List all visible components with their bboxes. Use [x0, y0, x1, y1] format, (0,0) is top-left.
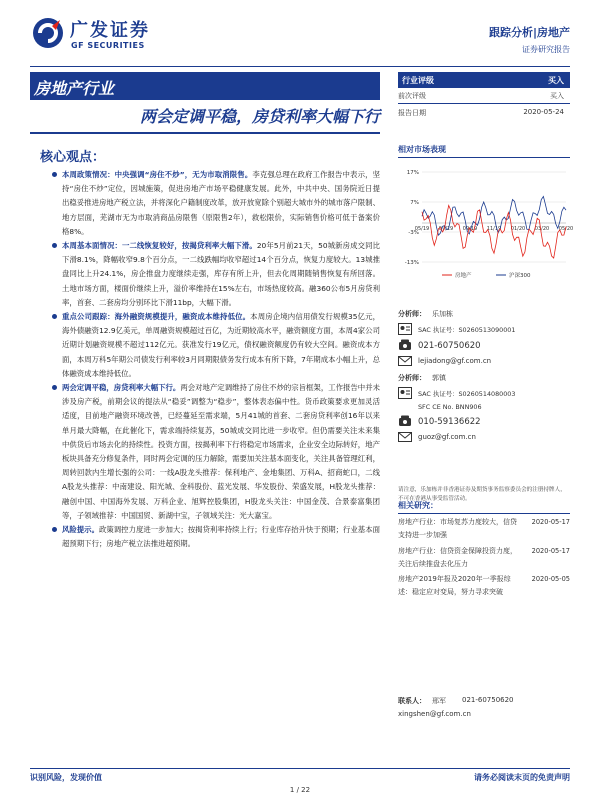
related-item-date: 2020-05-05 [531, 575, 570, 584]
rating-bar [398, 72, 570, 88]
bullet-icon [52, 172, 57, 177]
y-tick-label: -3% [408, 230, 419, 236]
phone-icon [398, 415, 412, 427]
paragraph-lead: 本周政策情况：中央强调“房住不炒”，无为市取消限售。 [62, 170, 253, 179]
contact-email[interactable]: xingshen@gf.com.cn [398, 710, 471, 718]
contact-label: 联系人： [398, 697, 426, 705]
paragraph-lead: 重点公司跟踪：海外融资规模提升，融资成本维持低位。 [62, 312, 251, 322]
core-viewpoints-heading: 核心观点： [40, 150, 106, 165]
x-tick-label: 11/19 [486, 226, 502, 232]
page-header [30, 14, 570, 64]
paragraph-lead: 本周基本面情况：一二线恢复较好，按揭贷利率大幅下滑。 [62, 241, 257, 251]
header-subtitle: 证券研究报告 [522, 45, 570, 54]
page-number: 1 / 22 [289, 786, 311, 794]
paragraph-lead: 风险提示。 [62, 525, 99, 535]
analyst-label: 分析师： [398, 374, 426, 382]
analyst-1-name-row [398, 306, 570, 322]
analyst-2-name-row [398, 370, 570, 386]
contact-name: 邢军 [432, 697, 446, 705]
contact-panel [398, 694, 570, 722]
header-divider [30, 66, 570, 67]
header-title: 跟踪分析|房地产 [488, 26, 570, 39]
analyst-2-cfce-row [398, 402, 570, 414]
analyst-cfce: SFC CE No. BNN906 [418, 403, 482, 411]
report-body [36, 168, 380, 551]
id-card-icon [398, 323, 412, 335]
prev-rating-row [398, 88, 570, 102]
paragraph-text: 20年5月前21天，50城新房成交同比下滑8.1%，降幅收窄9.8个百分点，一二线跌幅均收窄超过14个百分点，恢复力度较大。13城推盘同比上升24.1%，房企推盘力度继续走强，库存有所上升，但去化周期随销售恢复有所回落。土地市场方面，楼面价继续上升，溢价率维持在15%左右，市场热度较高。融360公布5月房贷利率，首套、二套房均分别环比下滑11bp，大幅下滑。 [62, 241, 380, 307]
analyst-name: 乐加栋 [432, 310, 453, 318]
analyst-sac: SAC 执证号：S0260513090001 [418, 326, 516, 334]
contact-row [398, 694, 570, 708]
x-tick-label: 05/20 [558, 226, 574, 232]
paragraph-fundamentals [36, 239, 380, 310]
related-research-list [398, 516, 570, 600]
related-item-text: 房地产行业：市场复苏力度较大，信贷支持进一步加强 [398, 518, 517, 540]
bullet-icon [52, 385, 57, 390]
x-tick-label: 01/20 [510, 226, 526, 232]
related-divider [398, 513, 570, 514]
related-item[interactable] [398, 516, 570, 543]
analyst-sac: SAC 执证号：S0260514080003 [418, 390, 516, 398]
gf-logo [30, 14, 180, 58]
y-tick-label: 17% [406, 170, 419, 176]
title-divider [30, 132, 380, 134]
analyst-1-sac-row [398, 322, 570, 338]
related-research-title: 相关研究： [398, 501, 438, 510]
paragraph-risk [36, 523, 380, 551]
x-tick-label: 09/19 [462, 226, 478, 232]
brand-name-en: GF SECURITIES [71, 41, 145, 50]
analyst-label: 分析师： [398, 310, 426, 318]
footer-disclaimer: 请务必阅读末页的免责声明 [474, 773, 570, 782]
rating-value: 买入 [548, 76, 564, 85]
bullet-icon [52, 243, 57, 248]
paragraph-text: 政策调控力度进一步加大；按揭贷利率持续上行；行业库存抬升快于预期；行业基本面超预期下行；房地产税立法推进超预期。 [62, 525, 380, 549]
performance-divider [398, 157, 570, 158]
analyst-phone: 010-59136622 [418, 417, 481, 427]
contact-email-row [398, 708, 570, 722]
analyst-phone: 021-60750620 [418, 341, 481, 351]
footer-divider [30, 768, 570, 769]
rating-panel [398, 72, 570, 119]
performance-title: 相对市场表现 [398, 145, 446, 154]
relative-performance-chart [398, 162, 574, 282]
analyst-2-email-row [398, 430, 570, 446]
report-title: 两会定调平稳，房贷利率大幅下行 [139, 107, 380, 126]
analyst-2-phone-row [398, 414, 570, 430]
y-tick-label: 7% [410, 200, 419, 206]
prev-rating-label: 前次评级 [398, 92, 426, 100]
x-tick-label: 03/20 [534, 226, 550, 232]
paragraph-lead: 两会定调平稳，房贷利率大幅下行。 [62, 383, 181, 393]
id-card-icon [398, 387, 412, 399]
analyst-name: 郭镇 [432, 374, 446, 382]
analyst-email[interactable]: lejiadong@gf.com.cn [418, 357, 492, 365]
email-icon [398, 431, 412, 443]
report-date-label: 报告日期 [398, 109, 426, 117]
bullet-icon [52, 527, 57, 532]
related-item[interactable] [398, 573, 570, 600]
analyst-panel [398, 306, 570, 446]
paragraph-text: 本周房企境内信用债发行规模35亿元，海外债融资12.9亿美元，单周融资规模超过百亿，为近期较高水平，融资额度方面，本周4家公司近期计划融资规模不超过112亿元。获准发行19亿元，债权融资额度仍有较大空间。融资成本方面，本周万科5年期公司债发行利率较3月同期限债务发行成本有所下降，7年期成本小幅上升，总体融资成本维持低位。 [62, 312, 380, 378]
analyst-2-sac-row [398, 386, 570, 402]
paragraph-text: 两会对地产定调维持了房住不炒的宗旨框架，工作报告中并未涉及房产税，前期会议的提法从“稳妥”调整为“稳步”，整体表态偏中性。货币政策要求更加灵活适度，目前地产融资环境改善，已经蔓延至需求端，5月41城的首套、二套房贷利率创16年以来单月最大降幅，在此催化下，需求端持续复苏，50城成交同比进一步收窄。但仍需要关注未来集中供货后市场去化的持续性。投资方面，按揭利率下行将稳定市场需求，企业安全边际转好，地产板块具备充分修复条件，同时两会定调的压力解除，需要加关注基本面变化，关注具备管理红利，周转回款内生增长强的公司：一线A股龙头推荐：保利地产、金地集团、万科A、招商蛇口，二线A股龙头推荐：中南建设、阳光城、金科股份、蓝光发展、华发股份、荣盛发展，H股龙头推荐：融创中国、中国海外发展、万科企业、旭辉控股集团，H股龙头关注：中国金茂、合景泰富集团等，子领域推荐：中国国贸、新湖中宝，子领域关注：光大嘉宝。 [62, 383, 380, 520]
rating-label: 行业评级 [402, 76, 434, 85]
x-tick-label: 07/19 [438, 226, 454, 232]
analyst-1-email-row [398, 354, 570, 370]
legend-label: 沪深300 [509, 273, 531, 279]
brand-name-cn: 广发证券 [70, 20, 150, 41]
footer-slogan: 识别风险，发现价值 [30, 773, 102, 782]
paragraph-conclusion [36, 381, 380, 523]
paragraph-companies [36, 310, 380, 381]
rating-divider [398, 103, 570, 104]
bullet-icon [52, 314, 57, 319]
report-date-row [398, 105, 570, 119]
email-icon [398, 355, 412, 367]
related-item-text: 房地产2019年报及2020年一季报综述：稳定应对变局，努力寻求突破 [398, 575, 511, 597]
paragraph-policy [36, 168, 380, 239]
legend-label: 房地产 [455, 273, 472, 279]
y-tick-label: -13% [404, 260, 419, 266]
gf-logo-icon [30, 16, 66, 50]
prev-rating-value: 买入 [550, 92, 564, 100]
contact-phone: 021-60750620 [462, 696, 514, 704]
license-note: 请注意，乐加栋并非香港证券及期货事务监察委员会的注册持牌人，不可在香港从事受监管活动。 [398, 487, 566, 502]
related-item-date: 2020-05-17 [531, 518, 570, 526]
sector-title: 房地产行业 [34, 79, 115, 98]
related-item-date: 2020-05-17 [531, 546, 570, 555]
related-item[interactable] [398, 545, 570, 572]
analyst-1-phone-row [398, 338, 570, 354]
related-item-text: 房地产行业：信贷资金保障投资力度，关注后续推盘去化压力 [398, 546, 517, 568]
x-tick-label: 05/19 [414, 226, 430, 232]
analyst-email[interactable]: guoz@gf.com.cn [418, 433, 476, 441]
phone-icon [398, 339, 412, 351]
report-date-value: 2020-05-24 [523, 108, 564, 116]
paragraph-text: 李克强总理在政府工作报告中表示，坚持“房住不炒”定位，因城施策，促进房地产市场平稳健康发展。此外，中共中央、国务院近日提出稳妥推进房地产税立法，并将深化户籍制度改革，放开放宽除个别超大城市外的城市落户限制、地方层面，芜湖市无为市取消商品房限售（原限售2年），救松限价，实际销售价格可低于备案价格8%。 [62, 170, 380, 236]
